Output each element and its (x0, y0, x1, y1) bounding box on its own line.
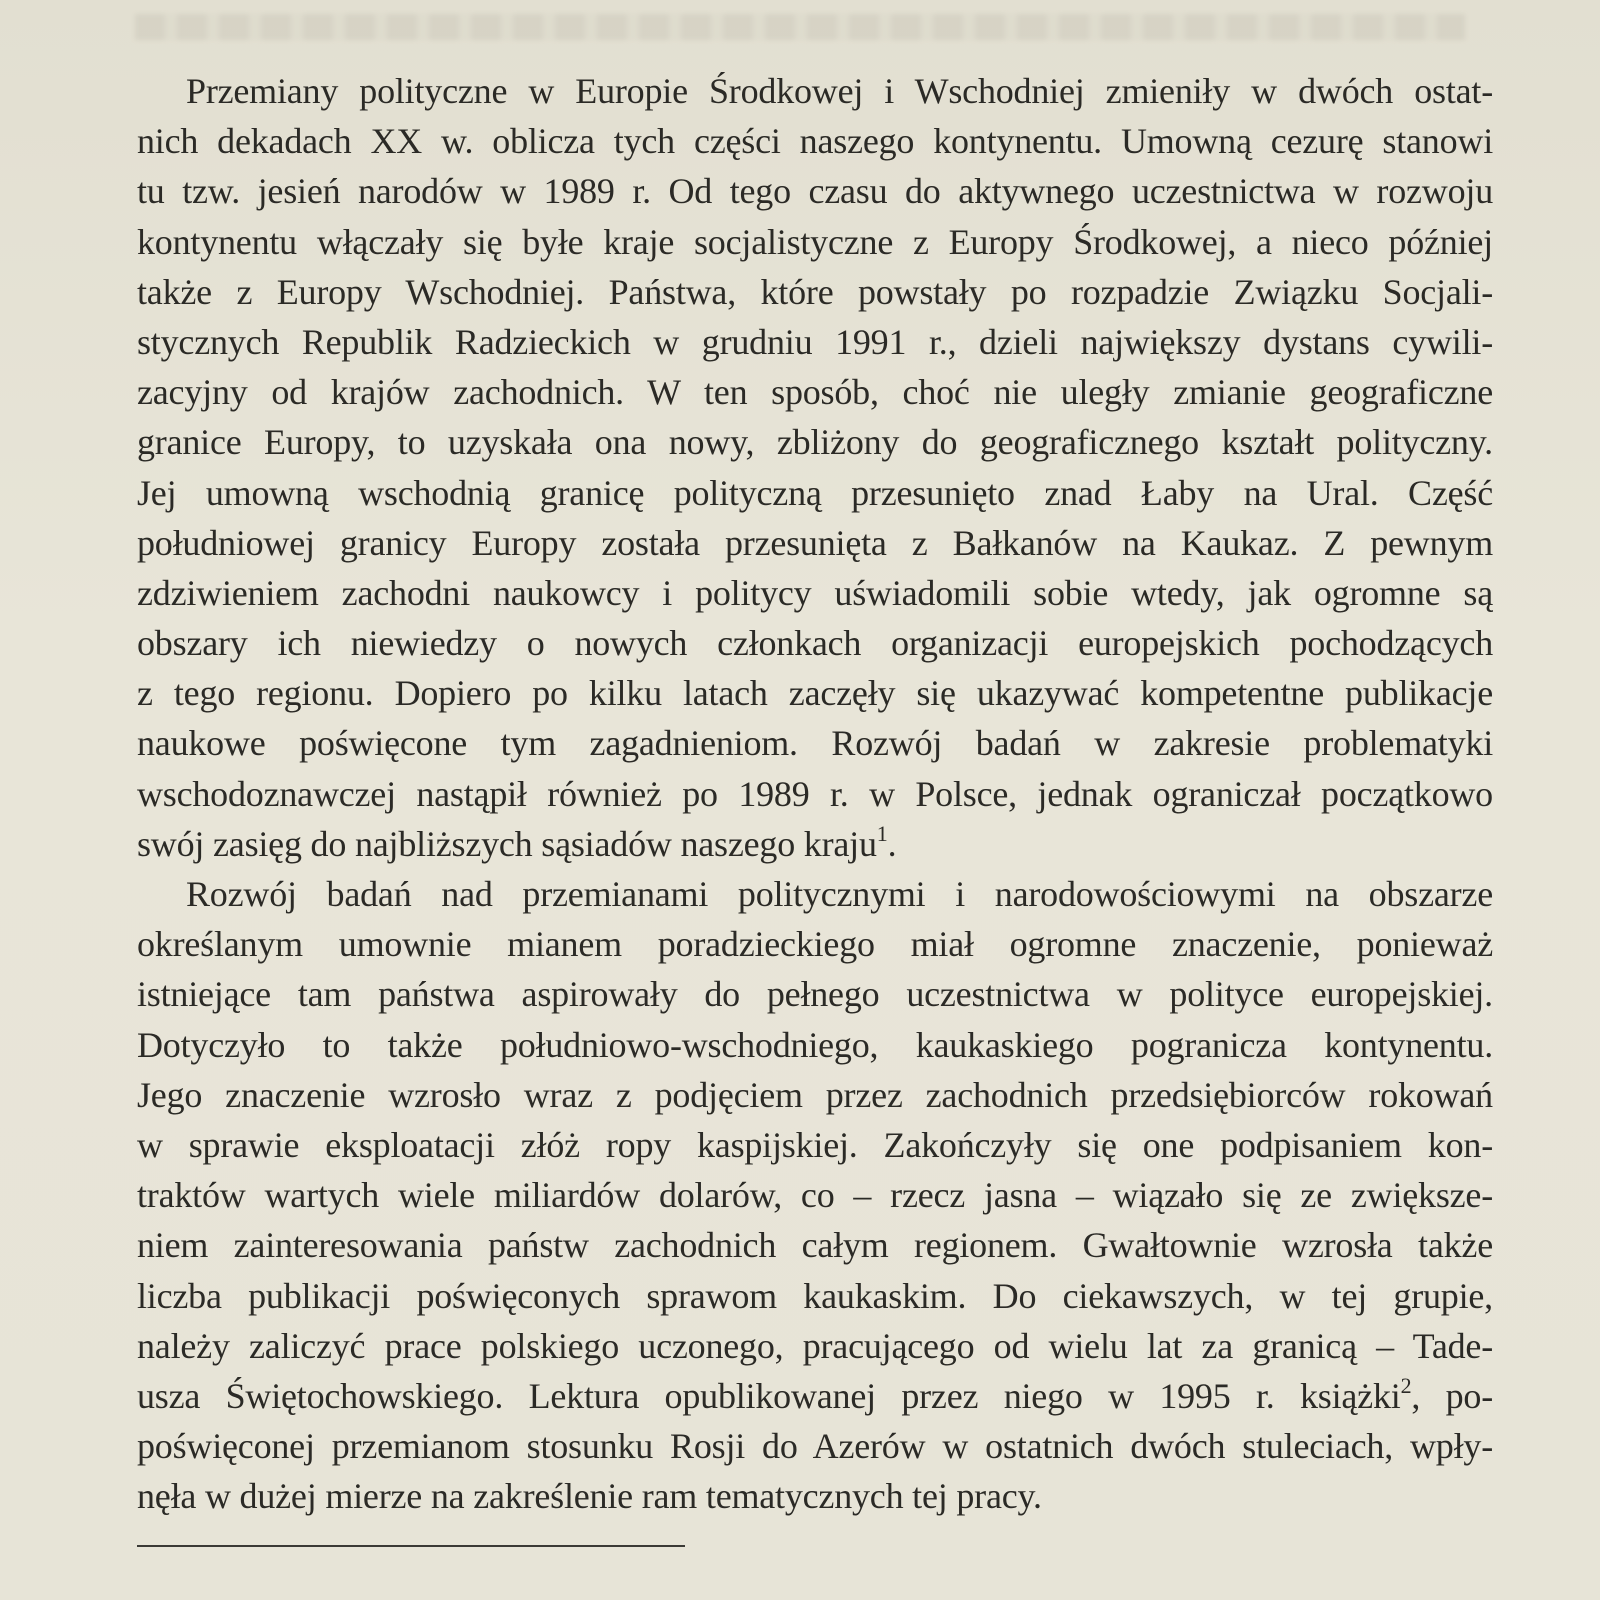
text-line: południowej granicy Europy została przesunięta z Bałkanów na Kaukaz. Z pewnym (137, 522, 1493, 563)
text-line: określanym umownie mianem poradzieckiego miał ogromne znaczenie, ponieważ (137, 924, 1493, 965)
text-line: Jej umowną wschodnią granicę polityczną przesunięto znad Łaby na Ural. Część (137, 472, 1493, 513)
text-line: tu tzw. jesień narodów w 1989 r. Od tego czasu do aktywnego uczestnictwa w rozwoju (137, 171, 1493, 212)
text-fragment: . (887, 823, 897, 864)
text-fragment: , po- (1411, 1375, 1493, 1416)
previous-page-bleed-through (135, 14, 1465, 40)
text-line: nęła w dużej mierze na zakreślenie ram tematycznych tej pracy. (137, 1476, 1042, 1517)
text-line: zdziwieniem zachodni naukowcy i politycy uświadomili sobie wtedy, jak ogromne są (137, 572, 1493, 613)
text-line: Rozwój badań nad przemianami politycznymi i narodowościowymi na obszarze (186, 874, 1493, 914)
text-line: liczba publikacji poświęconych sprawom kaukaskim. Do ciekawszych, w tej grupie, (137, 1275, 1493, 1316)
text-line: obszary ich niewiedzy o nowych członkach organizacji europejskich pochodzących (137, 623, 1493, 664)
text-fragment: swój zasięg do najbliższych sąsiadów naszego kraju (137, 823, 877, 864)
text-line: Jego znaczenie wzrosło wraz z podjęciem przez zachodnich przedsiębiorców rokowań (137, 1074, 1493, 1115)
footnote-reference[interactable]: 1 (876, 820, 888, 846)
text-line: także z Europy Wschodniej. Państwa, które powstały po rozpadzie Związku Socjali- (137, 271, 1493, 312)
text-line: należy zaliczyć prace polskiego uczonego, pracującego od wielu lat za granicą – Tade- (137, 1325, 1493, 1366)
text-line: granice Europy, to uzyskała ona nowy, zbliżony do geograficznego kształt polityczny. (137, 422, 1493, 463)
text-line: traktów wartych wiele miliardów dolarów, co – rzecz jasna – wiązało się ze zwiększe- (137, 1175, 1493, 1216)
text-line: naukowe poświęcone tym zagadnieniom. Rozwój badań w zakresie problematyki (137, 723, 1493, 764)
text-line: Przemiany polityczne w Europie Środkowej i Wschodniej zmieniły w dwóch ostat- (186, 71, 1493, 111)
text-line: kontynentu włączały się byłe kraje socjalistyczne z Europy Środkowej, a nieco później (137, 221, 1493, 262)
text-line: stycznych Republik Radzieckich w grudniu 1991 r., dzieli największy dystans cywili- (137, 321, 1493, 362)
text-line: zacyjny od krajów zachodnich. W ten sposób, choć nie uległy zmianie geograficzne (137, 372, 1493, 413)
footnote-separator (137, 1545, 685, 1547)
text-line: Dotyczyło to także południowo-wschodniego, kaukaskiego pogranicza kontynentu. (137, 1024, 1493, 1065)
text-line (137, 1371, 1493, 1421)
text-line: z tego regionu. Dopiero po kilku latach zaczęły się ukazywać kompetentne publikacje (137, 673, 1493, 714)
text-line: istniejące tam państwa aspirowały do pełnego uczestnictwa w polityce europejskiej. (137, 974, 1493, 1015)
text-line: w sprawie eksploatacji złóż ropy kaspijskiej. Zakończyły się one podpisaniem kon- (137, 1124, 1493, 1165)
text-line: niem zainteresowania państw zachodnich całym regionem. Gwałtownie wzrosła także (137, 1225, 1493, 1266)
body-text (137, 66, 1493, 1521)
text-line: wschodoznawczej nastąpił również po 1989 r. w Polsce, jednak ograniczał początkowo (137, 773, 1493, 814)
text-line: nich dekadach XX w. oblicza tych części naszego kontynentu. Umowną cezurę stanowi (137, 121, 1493, 162)
text-fragment: usza Świętochowskiego. Lektura opublikowanej przez niego w 1995 r. książki (137, 1375, 1401, 1416)
footnote-reference[interactable]: 2 (1400, 1372, 1412, 1398)
text-line (137, 819, 1493, 869)
text-line: poświęconej przemianom stosunku Rosji do Azerów w ostatnich dwóch stuleciach, wpły- (137, 1426, 1493, 1467)
